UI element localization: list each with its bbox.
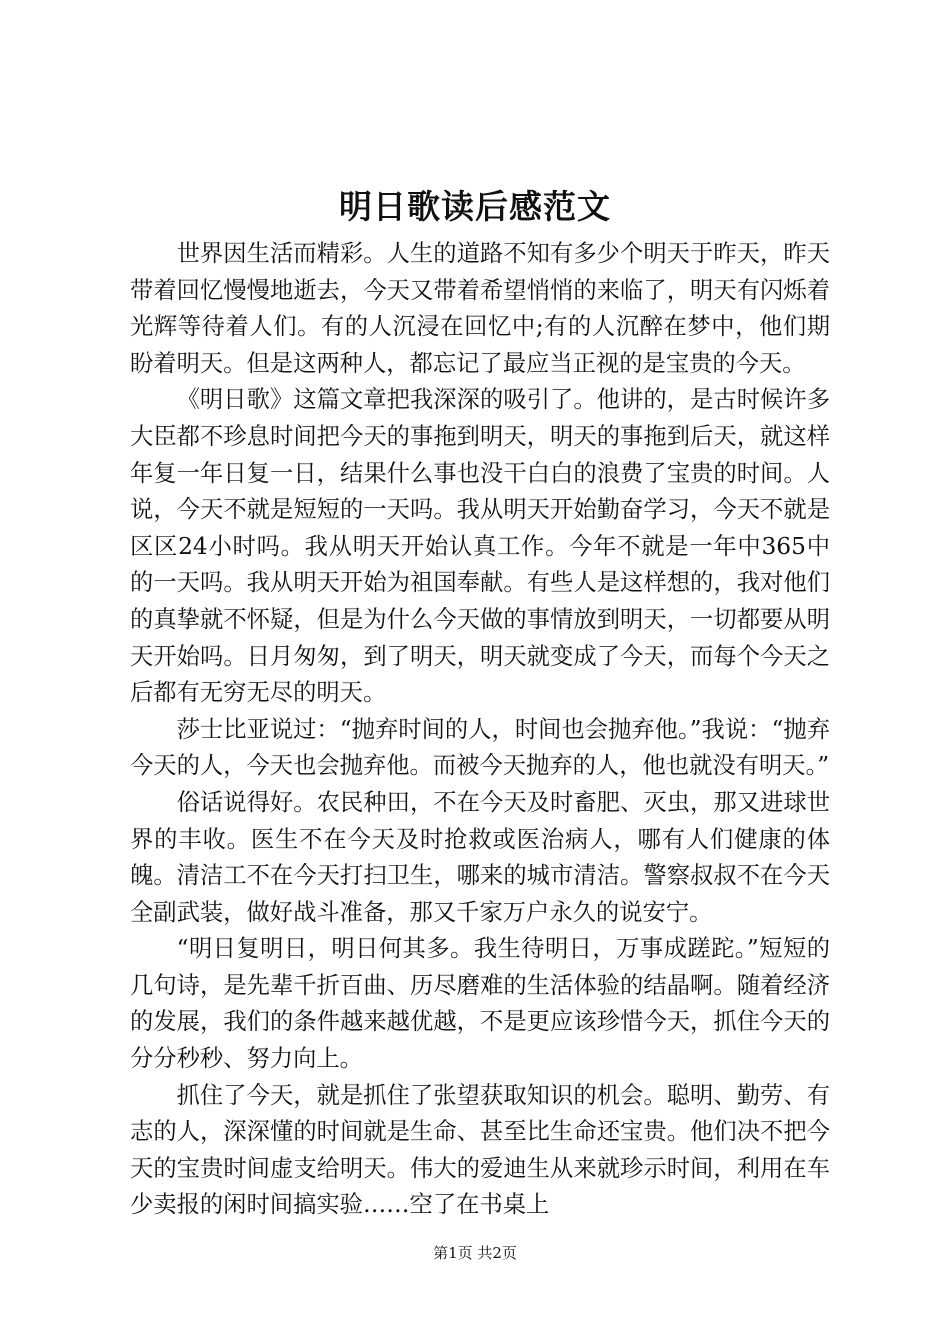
document-title: 明日歌读后感范文 (339, 187, 611, 226)
page-number-footer: 第1页 共2页 (433, 1244, 517, 1262)
document-body (130, 236, 830, 1224)
paragraph: “明日复明日，明日何其多。我生待明日，万事成蹉跎。”短短的几句诗，是先辈千折百曲、历尽磨难的生活体验的结晶啊。随着经济的发展，我们的条件越来越优越，不是更应该珍惜今天，抓住今天的分分秒秒、努力向上。 (130, 935, 830, 1073)
paragraph: 俗话说得好。农民种田，不在今天及时畜肥、灭虫，那又进球世界的丰收。医生不在今天及时抢救或医治病人，哪有人们健康的体魄。清洁工不在今天打扫卫生，哪来的城市清洁。警察叔叔不在今天全副武装，做好战斗准备，那又千家万户永久的说安宁。 (130, 788, 830, 926)
paragraph: 《明日歌》这篇文章把我深深的吸引了。他讲的，是古时候许多大臣都不珍息时间把今天的事拖到明天，明天的事拖到后天，就这样年复一年日复一日，结果什么事也没干白白的浪费了宝贵的时间。人说，今天不就是短短的一天吗。我从明天开始勤奋学习，今天不就是区区24小时吗。我从明天开始认真工作。今年不就是一年中365中的一天吗。我从明天开始为祖国奉献。有些人是这样想的，我对他们的真挚就不怀疑，但是为什么今天做的事情放到明天，一切都要从明天开始吗。日月匆匆，到了明天，明天就变成了今天，而每个今天之后都有无穷无尽的明天。 (130, 386, 830, 707)
paragraph: 抓住了今天，就是抓住了张望获取知识的机会。聪明、勤劳、有志的人，深深懂的时间就是生命、甚至比生命还宝贵。他们决不把今天的宝贵时间虚支给明天。伟大的爱迪生从来就珍示时间，利用在车少卖报的闲时间搞实验……空了在书桌上 (130, 1081, 830, 1219)
paragraph: 莎士比亚说过：“抛弃时间的人，时间也会抛弃他。”我说：“抛弃今天的人，今天也会抛弃他。而被今天抛弃的人，他也就没有明天。” (130, 715, 830, 780)
paragraph: 世界因生活而精彩。人生的道路不知有多少个明天于昨天，昨天带着回忆慢慢地逝去，今天又带着希望悄悄的来临了，明天有闪烁着光辉等待着人们。有的人沉浸在回忆中;有的人沉醉在梦中，他们期盼着明天。但是这两种人，都忘记了最应当正视的是宝贵的今天。 (130, 240, 830, 377)
